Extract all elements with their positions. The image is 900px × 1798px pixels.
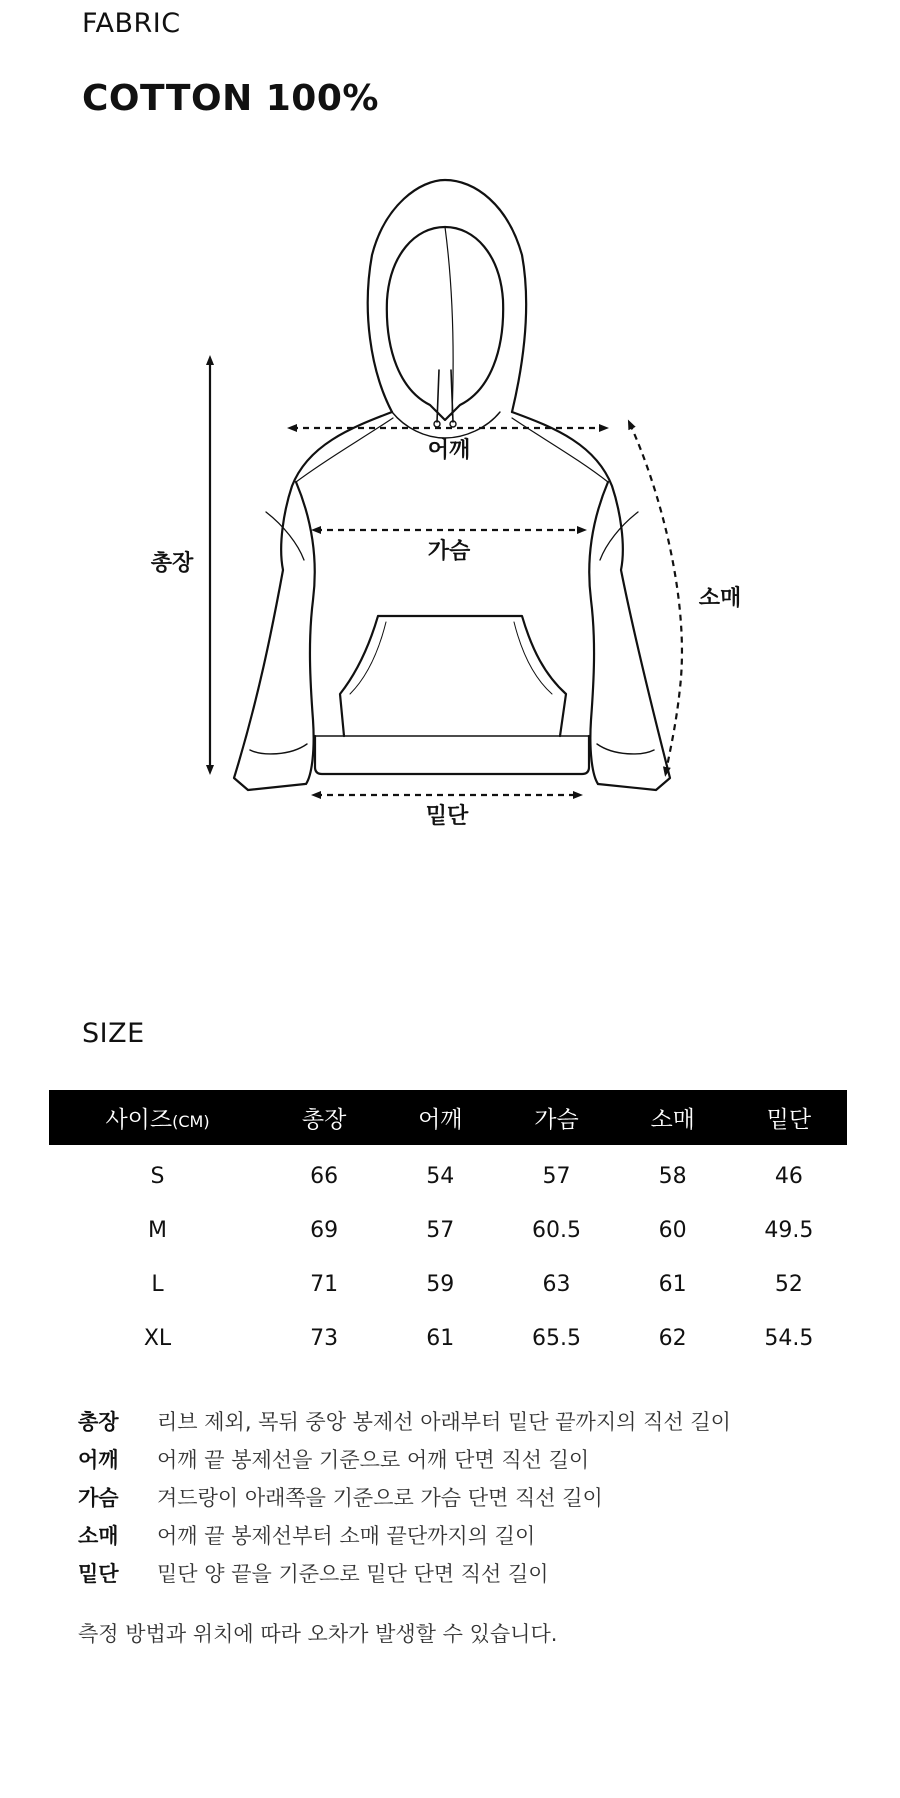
table-cell: 63: [542, 1271, 571, 1297]
definition-desc: 리브 제외, 목뒤 중앙 봉제선 아래부터 밑단 끝까지의 직선 길이: [157, 1410, 731, 1434]
table-cell: 49.5: [764, 1217, 814, 1243]
row-size: L: [151, 1271, 164, 1297]
header-col: 어깨: [418, 1107, 463, 1133]
table-row: [49, 1311, 847, 1365]
measurement-note: 측정 방법과 위치에 따라 오차가 발생할 수 있습니다.: [78, 1622, 558, 1646]
header-unit: (CM): [172, 1112, 210, 1131]
measurement-definitions: [78, 1402, 731, 1592]
hoodie-measurement-diagram: [0, 160, 900, 960]
definition-term: 가슴: [78, 1486, 119, 1510]
header-col: 총장: [301, 1107, 347, 1133]
header-col: 가슴: [534, 1107, 579, 1133]
row-size: S: [150, 1163, 165, 1189]
kangaroo-pocket: [340, 616, 566, 736]
table-cell: 52: [774, 1271, 803, 1297]
table-row: [49, 1257, 847, 1311]
definition-row: [78, 1478, 731, 1516]
definition-desc: 밑단 양 끝을 기준으로 밑단 단면 직선 길이: [157, 1562, 549, 1586]
table-cell: 60.5: [531, 1217, 581, 1243]
definition-term: 밑단: [78, 1562, 119, 1586]
fabric-value: COTTON 100%: [82, 78, 379, 119]
header-size: 사이즈(CM): [105, 1107, 210, 1133]
definition-row: [78, 1554, 731, 1592]
length-label: 총장: [150, 551, 194, 576]
size-table-header: [49, 1090, 847, 1145]
definition-row: [78, 1402, 731, 1440]
table-cell: 69: [310, 1217, 339, 1243]
table-cell: 60: [658, 1217, 687, 1243]
hem-label: 밑단: [425, 804, 469, 829]
table-cell: 61: [426, 1325, 455, 1351]
table-cell: 58: [658, 1163, 687, 1189]
definition-row: [78, 1440, 731, 1478]
definition-term: 총장: [78, 1410, 119, 1434]
table-cell: 66: [310, 1163, 339, 1189]
hood-opening: [387, 227, 503, 420]
table-cell: 59: [426, 1271, 455, 1297]
definition-desc: 겨드랑이 아래쪽을 기준으로 가슴 단면 직선 길이: [157, 1486, 603, 1510]
header-col: 소매: [650, 1107, 695, 1133]
table-cell: 46: [774, 1163, 803, 1189]
row-size: M: [148, 1217, 167, 1243]
table-cell: 65.5: [531, 1325, 581, 1351]
waistband: [315, 736, 589, 774]
definition-term: 어깨: [78, 1448, 119, 1472]
table-row: [49, 1203, 847, 1257]
table-row: [49, 1149, 847, 1203]
shoulder-label: 어깨: [427, 438, 471, 463]
row-size: XL: [143, 1325, 172, 1351]
sleeve-label: 소매: [698, 586, 742, 611]
definition-term: 소매: [78, 1524, 119, 1548]
header-col: 밑단: [766, 1107, 812, 1133]
size-table: [49, 1090, 847, 1365]
table-cell: 54.5: [764, 1325, 814, 1351]
size-section-title: SIZE: [82, 1018, 145, 1049]
table-cell: 57: [542, 1163, 571, 1189]
definition-desc: 어깨 끝 봉제선을 기준으로 어깨 단면 직선 길이: [157, 1448, 590, 1472]
table-cell: 73: [310, 1325, 339, 1351]
definition-row: [78, 1516, 731, 1554]
chest-label: 가슴: [427, 539, 471, 564]
table-cell: 62: [658, 1325, 687, 1351]
definition-desc: 어깨 끝 봉제선부터 소매 끝단까지의 길이: [157, 1524, 536, 1548]
table-cell: 71: [310, 1271, 339, 1297]
table-cell: 61: [658, 1271, 687, 1297]
table-cell: 54: [426, 1163, 455, 1189]
table-cell: 57: [426, 1217, 455, 1243]
fabric-label: FABRIC: [82, 8, 181, 39]
